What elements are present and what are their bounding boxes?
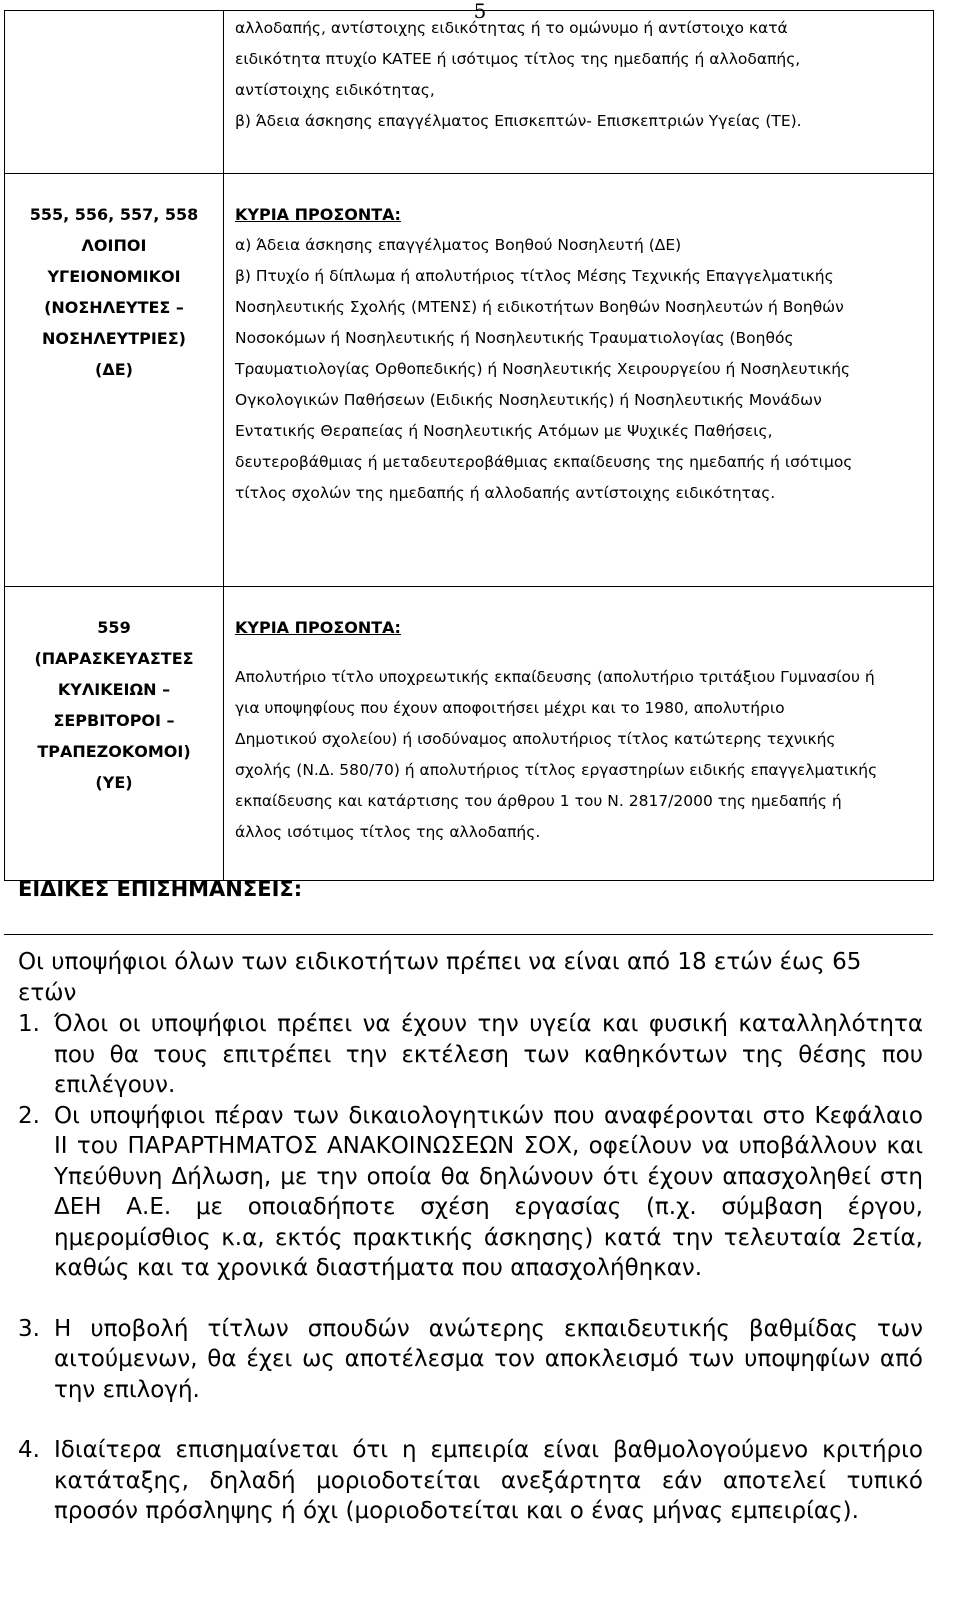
requirement-line: για υποψηφίους που έχουν αποφοιτήσει μέχρι και το 1980, απολυτήριο [235,699,785,717]
age-requirement-text: Οι υποψήφιοι όλων των ειδικοτήτων πρέπει να είναι από 18 ετών έως 65 ετών [18,949,862,1006]
specialty-code-line: ΛΟΙΠΟΙ [81,236,147,255]
specialty-code-cell [5,11,224,174]
requirement-line: άλλος ισότιμος τίτλος της αλλοδαπής. [235,823,541,841]
requirement-line: β) Άδεια άσκησης επαγγέλματος Επισκεπτών- Επισκεπτριών Υγείας (ΤΕ). [235,112,802,130]
requirements-cell [224,587,934,881]
note-number: 2. [18,1102,40,1129]
requirement-line: Νοσηλευτικής Σχολής (ΜΤΕΝΣ) ή ειδικοτήτων Βοηθών Νοσηλευτών ή Βοηθών [235,298,844,316]
table-row [5,587,934,881]
requirements-cell [224,11,934,174]
requirement-line: β) Πτυχίο ή δίπλωμα ή απολυτήριος τίτλος Μέσης Τεχνικής Επαγγελματικής [235,267,834,285]
note-item [4,1101,933,1284]
note-item [4,1009,933,1101]
specialty-code-line: (ΥΕ) [95,773,133,792]
note-number: 3. [18,1315,40,1342]
specialty-code-line: (ΝΟΣΗΛΕΥΤΕΣ – [44,298,184,317]
requirements-heading: ΚΥΡΙΑ ΠΡΟΣΟΝΤΑ: [235,205,401,224]
specialty-code-cell [5,587,224,881]
specialty-code-line: 559 [97,618,131,637]
requirement-line: Εντατικής Θεραπείας ή Νοσηλευτικής Ατόμων με Ψυχικές Παθήσεις, [235,422,773,440]
requirement-line: τίτλος σχολών της ημεδαπής ή αλλοδαπής αντίστοιχης ειδικότητας. [235,484,776,502]
qualifications-table [4,10,934,881]
requirement-line: Τραυματιολογίας Ορθοπεδικής) ή Νοσηλευτικής Χειρουργείου ή Νοσηλευτικής [235,360,851,378]
specialty-code-line: ΤΡΑΠΕΖΟΚΟΜΟΙ) [37,742,191,761]
requirement-line: δευτεροβάθμιας ή μεταδευτεροβάθμιας εκπαίδευσης της ημεδαπής ή ισότιμος [235,453,853,471]
requirement-line: ειδικότητα πτυχίο ΚΑΤΕΕ ή ισότιμος τίτλος της ημεδαπής ή αλλοδαπής, [235,50,801,68]
specialty-code-line: ΚΥΛΙΚΕΙΩΝ – [57,680,171,699]
note-item [4,1435,933,1527]
note-text: Ιδιαίτερα επισημαίνεται ότι η εμπειρία είναι βαθμολογούμενο κριτήριο κατάταξης, δηλαδή μοριοδοτείται ανεξάρτητα εάν αποτελεί τυπικό προσόν πρόσληψης ή όχι (μοριοδοτείται και ο ένας μήνας εμπειρίας). [54,1437,923,1524]
note-item [4,1314,933,1406]
table-row [5,174,934,587]
specialty-code-line: ΝΟΣΗΛΕΥΤΡΙΕΣ) [42,329,186,348]
specialty-code-line: ΣΕΡΒΙΤΟΡΟΙ – [53,711,175,730]
note-text: Οι υποψήφιοι πέραν των δικαιολογητικών που αναφέρονται στο Κεφάλαιο ΙΙ του ΠΑΡΑΡΤΗΜΑΤΟΣ ΑΝΑΚΟΙΝΩΣΕΩΝ ΣΟΧ, οφείλουν να υποβάλλουν και Υπεύθυνη Δήλωση, με την οποία θα δηλώνουν ότι έχουν απασχοληθεί στη ΔΕΗ Α.Ε. με οποιαδήποτε σχέση εργασίας (π.χ. σύμβαση έργου, ημερομίσθιος κ.α, εκτός πρακτικής άσκησης) κατά την τελευταία 2ετία, καθώς και τα χρονικά διαστήματα που απασχολήθηκαν. [54,1102,923,1281]
note-text: Η υποβολή τίτλων σπουδών ανώτερης εκπαιδευτικής βαθμίδας των αιτούμενων, θα έχει ως αποτέλεσμα τον αποκλεισμό των υποψηφίων από την επιλογή. [54,1315,923,1403]
requirement-line: αλλοδαπής, αντίστοιχης ειδικότητας ή το ομώνυμο ή αντίστοιχο κατά [235,19,788,37]
requirements-heading: ΚΥΡΙΑ ΠΡΟΣΟΝΤΑ: [235,618,401,637]
requirement-line: Απολυτήριο τίτλο υποχρεωτικής εκπαίδευσης (απολυτήριο τριτάξιου Γυμνασίου ή [235,668,875,686]
specialty-code-line: ΥΓΕΙΟΝΟΜΙΚΟΙ [47,267,181,286]
requirement-line: α) Άδεια άσκησης επαγγέλματος Βοηθού Νοσηλευτή (ΔΕ) [235,236,682,254]
requirement-line: Ογκολογικών Παθήσεων (Ειδικής Νοσηλευτικής) ή Νοσηλευτικής Μονάδων [235,391,822,409]
requirement-line: Νοσοκόμων ή Νοσηλευτικής ή Νοσηλευτικής Τραυματιολογίας (Βοηθός [235,329,794,347]
table-row [5,11,934,174]
note-number: 1. [18,1011,40,1037]
note-number: 4. [18,1437,40,1463]
requirement-line: εκπαίδευσης και κατάρτισης του άρθρου 1 του Ν. 2817/2000 της ημεδαπής ή [235,792,842,810]
spacer [235,643,922,662]
specialty-code-line: (ΔΕ) [95,360,133,379]
specialty-code-cell [5,174,224,587]
page-number: 5 [473,0,487,23]
requirement-line: Δημοτικού σχολείου) ή ισοδύναμος απολυτήριος τίτλος κατώτερης τεχνικής [235,730,836,748]
specialty-code-line: (ΠΑΡΑΣΚΕΥΑΣΤΕΣ [34,649,194,668]
requirement-line: αντίστοιχης ειδικότητας, [235,81,435,99]
requirement-line: σχολής (Ν.Δ. 580/70) ή απολυτήριος τίτλος εργαστηρίων ειδικής επαγγελματικής [235,761,878,779]
note-text: Όλοι οι υποψήφιοι πρέπει να έχουν την υγεία και φυσική καταλληλότητα που θα τους επιτρέπει την εκτέλεση των καθηκόντων της θέσης που επιλέγουν. [54,1011,923,1098]
specialty-code-line: 555, 556, 557, 558 [29,205,199,224]
requirements-cell [224,174,934,587]
special-notes-section [4,934,933,1527]
special-notes-title: ΕΙΔΙΚΕΣ ΕΠΙΣΗΜΑΝΣΕΙΣ: [18,877,303,901]
